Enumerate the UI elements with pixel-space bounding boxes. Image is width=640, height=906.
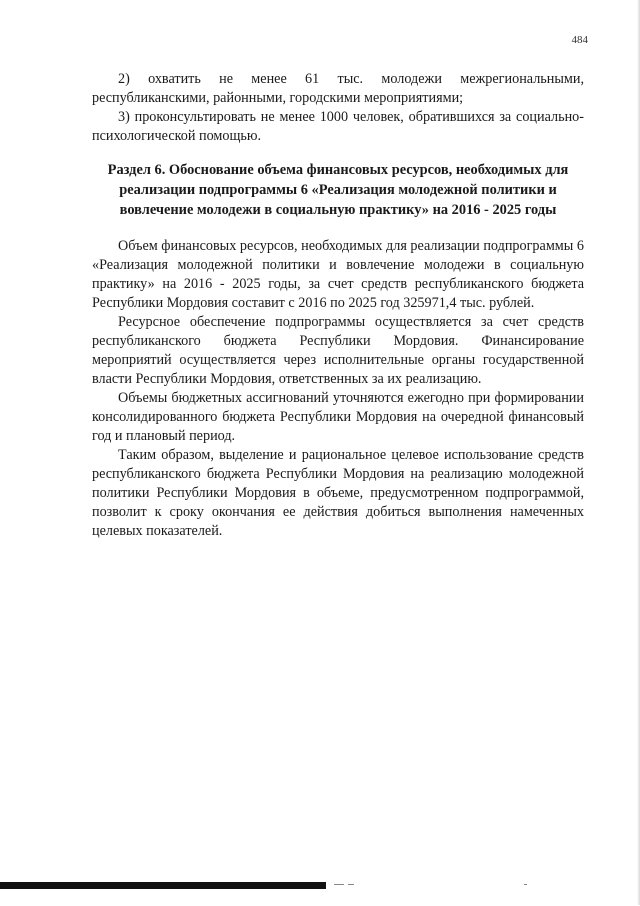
scan-dash bbox=[348, 884, 354, 885]
scan-dash bbox=[524, 884, 527, 885]
scan-bar bbox=[0, 882, 326, 889]
list-item: 3) проконсультировать не менее 1000 человек, обратившихся за социально-психологической помощью. bbox=[92, 109, 584, 144]
list-block bbox=[92, 70, 584, 146]
paragraph: Ресурсное обеспечение подпрограммы осуществляется за счет средств республиканского бюджета Республики Мордовия. Финансирование мероприятий осуществляется через исполнительные органы государственной власти Республики Мордовия, ответственных за их реализацию. bbox=[92, 314, 584, 387]
scan-dash bbox=[334, 884, 344, 885]
scan-artifact bbox=[0, 876, 640, 906]
section-heading: Раздел 6. Обоснование объема финансовых ресурсов, необходимых для реализации подпрограммы 6 «Реализация молодежной политики и вовлечение молодежи в социальную практику» на 2016 - 2025 годы bbox=[107, 162, 569, 218]
list-item: 2) охватить не менее 61 тыс. молодежи межрегиональными, республиканскими, районными, городскими мероприятиями; bbox=[92, 71, 584, 106]
paragraph: Объем финансовых ресурсов, необходимых для реализации подпрограммы 6 «Реализация молодежной политики и вовлечение молодежи в социальную практику» на 2016 - 2025 годы, за счет средств республиканского бюджета Республики Мордовия составит с 2016 по 2025 год 325971,4 тыс. рублей. bbox=[92, 238, 584, 311]
paragraph: Таким образом, выделение и рациональное целевое использование средств республиканского бюджета Республики Мордовия на реализацию молодежной политики Республики Мордовия в объеме, предусмотренном подпрограммой, позволит к сроку окончания ее действия добиться выполнения намеченных целевых показателей. bbox=[92, 447, 584, 539]
body-text bbox=[92, 237, 584, 541]
page-number: 484 bbox=[571, 34, 588, 46]
paragraph: Объемы бюджетных ассигнований уточняются ежегодно при формировании консолидированного бюджета Республики Мордовия на очередной финансовый год и плановый период. bbox=[92, 390, 584, 444]
